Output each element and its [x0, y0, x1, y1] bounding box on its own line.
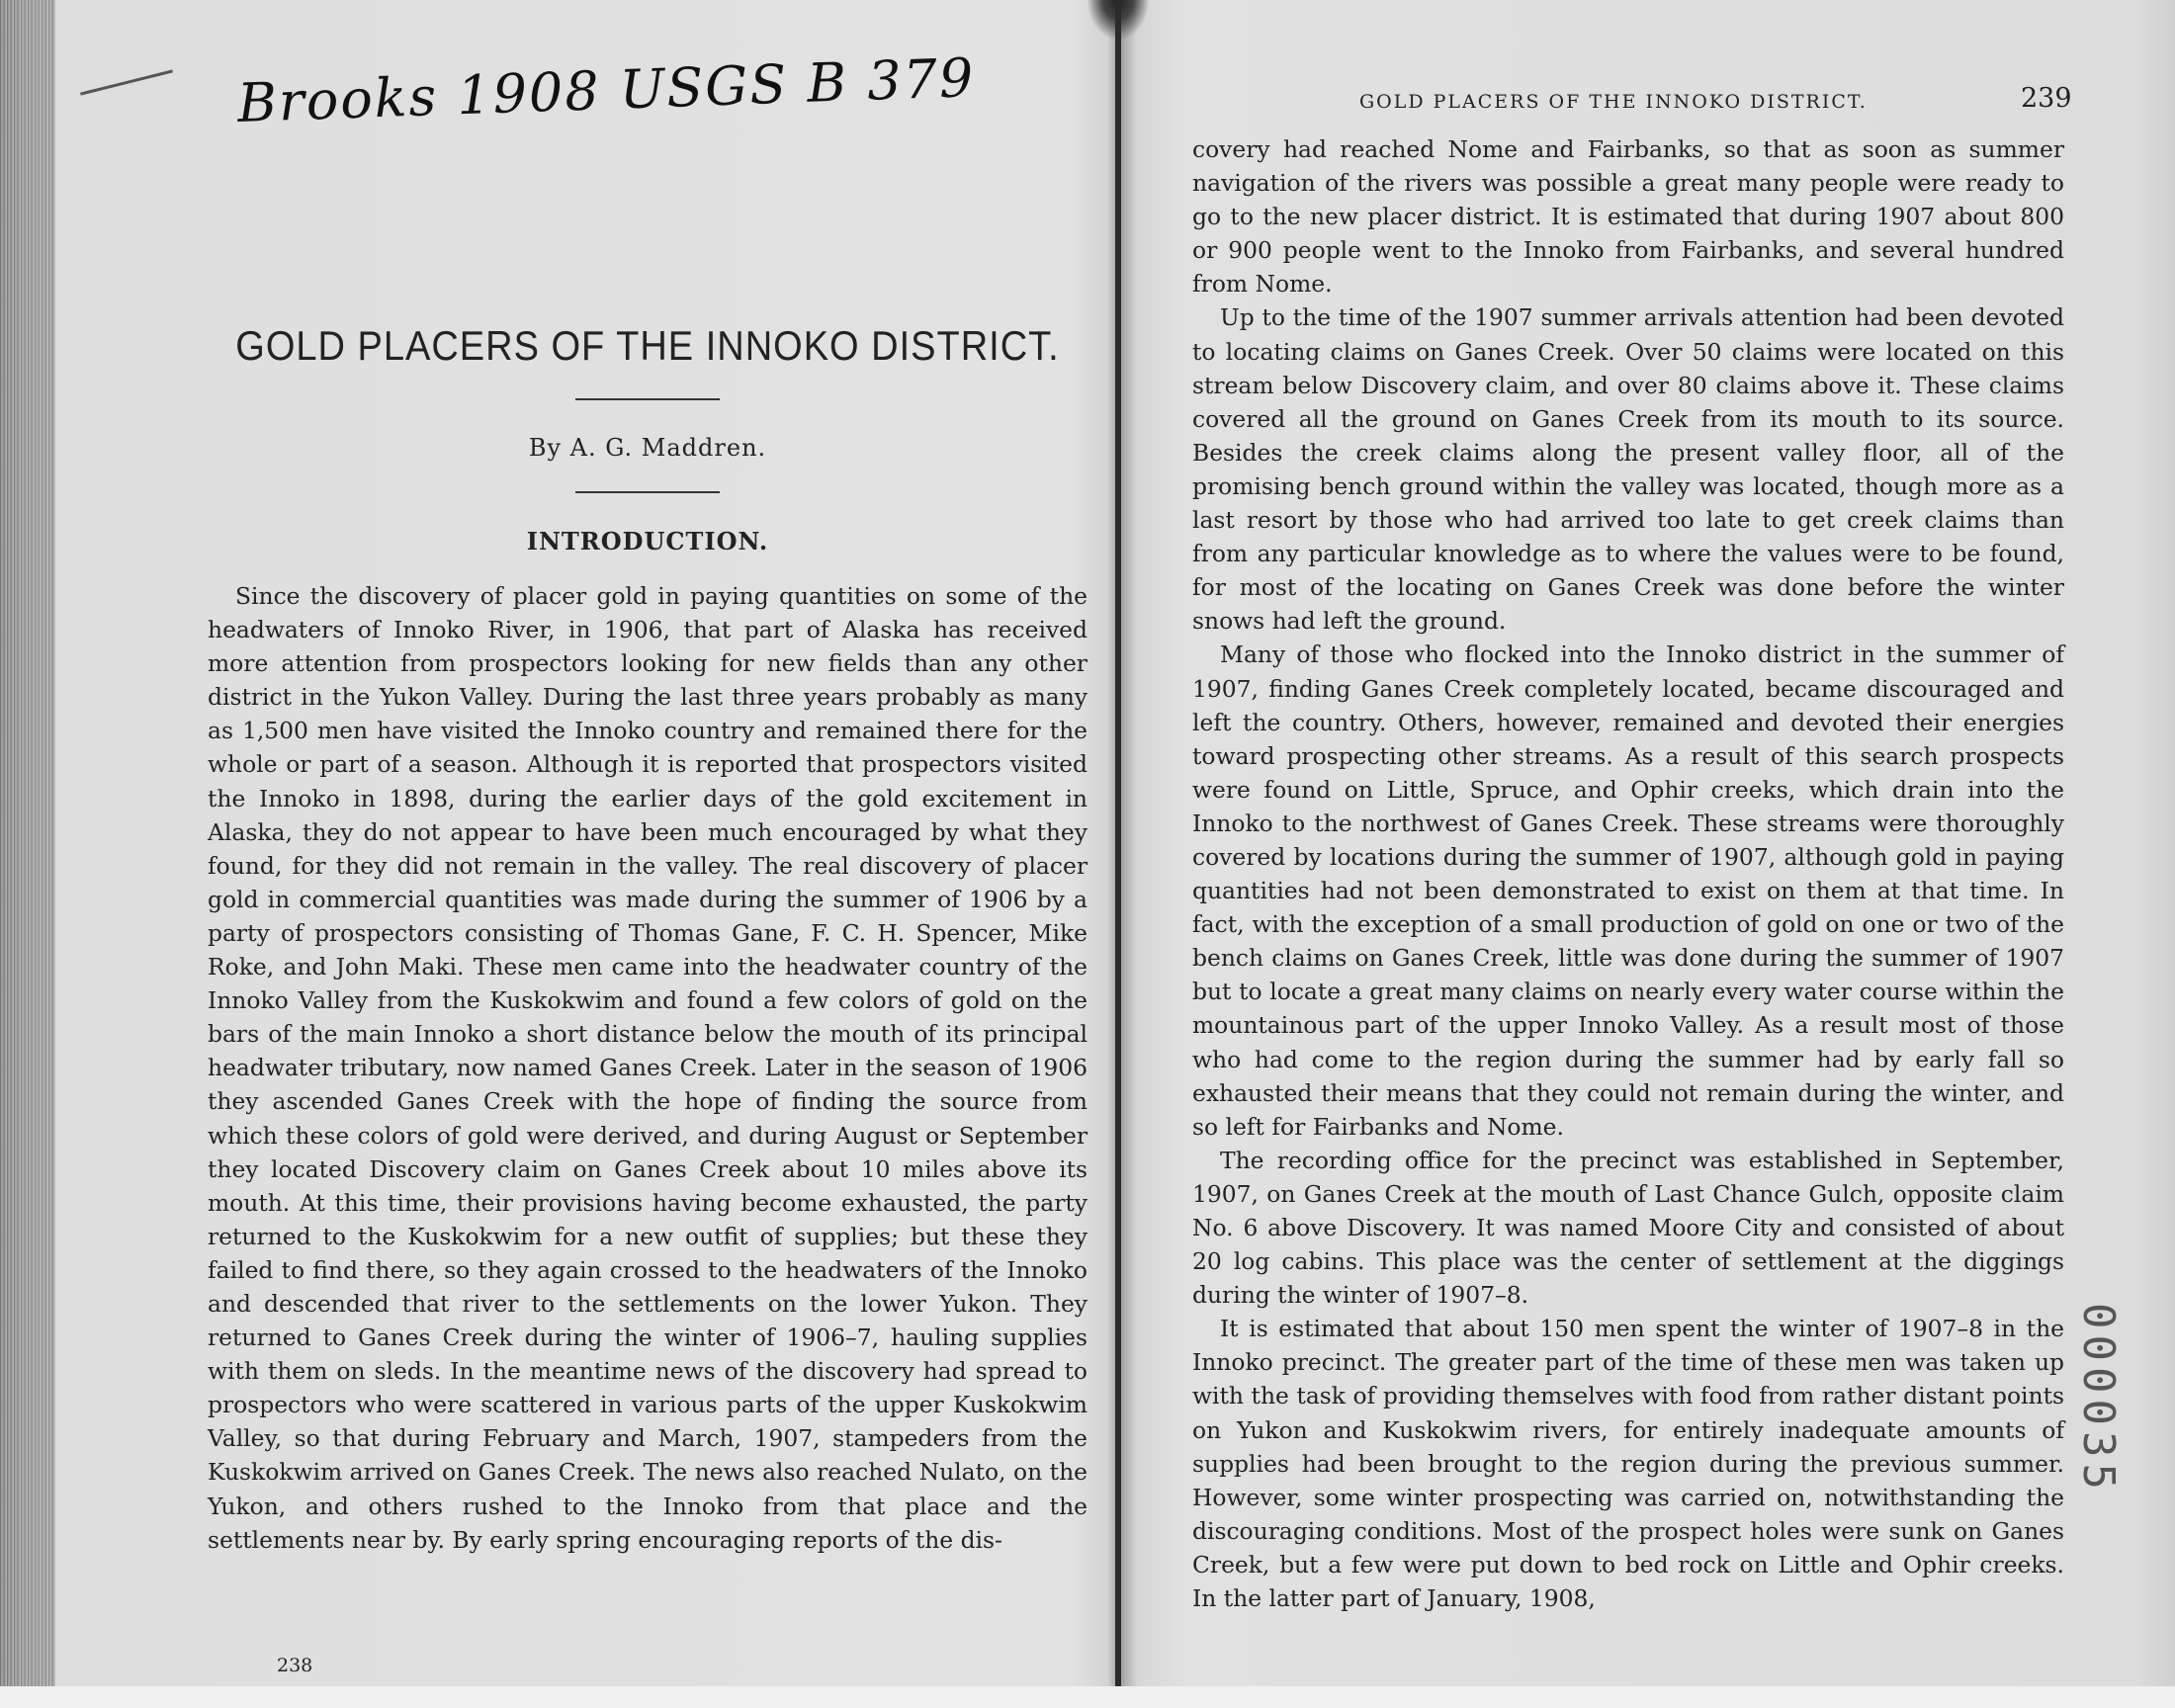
page-number-right: 239 [2021, 83, 2072, 114]
paragraph: It is estimated that about 150 men spent the winter of 1907–8 in the Innoko precinct. The greater part of the time of these men was taken up with the task of providing themselves with food from rather distant points on Yukon and Kuskokwim rivers, for entirely inadequate amounts of supplies had been brought to the region during the previous summer. However, some winter prospecting was carried on, notwithstanding the discouraging conditions. Most of the prospect holes were sunk on Ganes Creek, but a few were put down to bed rock on Little and Ophir creeks. In the latter part of January, 1908, [1192, 1315, 2064, 1613]
page-edge-stack [0, 0, 55, 1708]
title-rule-top [575, 398, 720, 400]
paragraph: Many of those who flocked into the Innoko district in the summer of 1907, finding Ganes Creek completely located, became discouraged and left the country. Others, however, remained and devoted their energies toward prospecting other streams. As a result of this search prospects were found on Little, Spruce, and Ophir creeks, which drain into the Innoko to the northwest of Ganes Creek. These streams were thoroughly covered by locations during the summer of 1907, although gold in paying quantities had not been demonstrated to exist on them at that time. In fact, with the exception of a small production of gold on one or two of the bench claims on Ganes Creek, little was done during the summer of 1907 but to locate a great many claims on nearly every water course within the mountainous part of the upper Innoko Valley. As a result most of those who had come to the region during the summer had by early fall so exhausted their means that they could not remain during the winter, and so left for Fairbanks and Nome. [1192, 640, 2064, 1141]
title-rule-bottom [575, 491, 720, 493]
article-title: GOLD PLACERS OF THE INNOKO DISTRICT. [235, 323, 1060, 371]
gutter-line [1115, 0, 1121, 1690]
byline: By A. G. Maddren. [528, 434, 767, 462]
left-page [208, 323, 1088, 1557]
right-page [1192, 87, 2064, 1615]
page-number-left: 238 [277, 1655, 313, 1676]
paragraph: Up to the time of the 1907 summer arrivals attention had been devoted to locating claims on Ganes Creek. Over 50 claims were located on this stream below Discovery claim, and over 80 claims above it. These claims covered all the ground on Ganes Creek from its mouth to its source. Besides the creek claims along the present valley floor, all of the promising bench ground within the valley was located, though more as a last resort by those who had arrived too late to get creek claims than from any particular knowledge as to where the values were to be found, for most of the locating on Ganes Creek was done before the winter snows had left the ground. [1192, 303, 2064, 636]
handwritten-note: Brooks 1908 USGS B 379 [236, 45, 977, 135]
paragraph: covery had reached Nome and Fairbanks, so that as soon as summer navigation of the rivers was possible a great many people were ready to go to the new placer district. It is estimated that during 1907 about 800 or 900 people went to the Innoko from Fairbanks, and several hundred from Nome. [1192, 135, 2064, 299]
paragraph: Since the discovery of placer gold in paying quantities on some of the headwaters of Innoko River, in 1906, that part of Alaska has received more attention from prospectors looking for new fields than any other district in the Yukon Valley. During the last three years probably as many as 1,500 men have visited the Innoko country and remained there for the whole or part of a season. Although it is reported that prospectors visited the Innoko in 1898, during the earlier days of the gold excitement in Alaska, they do not appear to have been much encouraged by what they found, for they did not remain in the valley. The real discovery of placer gold in commercial quantities was made during the summer of 1906 by a party of prospectors consisting of Thomas Gane, F. C. H. Spencer, Mike Roke, and John Maki. These men came into the headwater country of the Innoko Valley from the Kuskokwim and found a few colors of gold on the bars of the main Innoko a short distance below the mouth of its principal headwater tributary, now named Ganes Creek. Later in the season of 1906 they ascended Ganes Creek with the hope of finding the source from which these colors of gold were derived, and during August or September they located Discovery claim on Ganes Creek about 10 miles above its mouth. At this time, their provisions having become exhausted, the party returned to the Kuskokwim for a new outfit of supplies; but these they failed to find there, so they again crossed to the headwaters of the Innoko and descended that river to the settlements on the lower Yukon. They returned to Ganes Creek during the winter of 1906–7, hauling supplies with them on sleds. In the meantime news of the discovery had spread to prospectors who were scattered in various parts of the upper Kuskokwim Valley, so that during February and March, 1907, stampeders from the Kuskokwim arrived on Ganes Creek. The news also reached Nulato, on the Yukon, and others rushed to the Innoko from that place and the settlements near by. By early spring encouraging reports of the dis- [208, 582, 1088, 1554]
pencil-mark [80, 69, 173, 95]
archive-stamp-number: 000035 [2073, 1303, 2124, 1495]
paragraph: The recording office for the precinct was established in September, 1907, on Ganes Creek at the mouth of Last Chance Gulch, opposite claim No. 6 above Discovery. It was named Moore City and consisted of about 20 log cabins. This place was the center of settlement at the diggings during the winter of 1907–8. [1192, 1146, 2064, 1310]
running-head: GOLD PLACERS OF THE INNOKO DISTRICT. [1359, 91, 1868, 113]
scan-bottom-edge [0, 1686, 2175, 1708]
section-heading: INTRODUCTION. [526, 527, 769, 555]
